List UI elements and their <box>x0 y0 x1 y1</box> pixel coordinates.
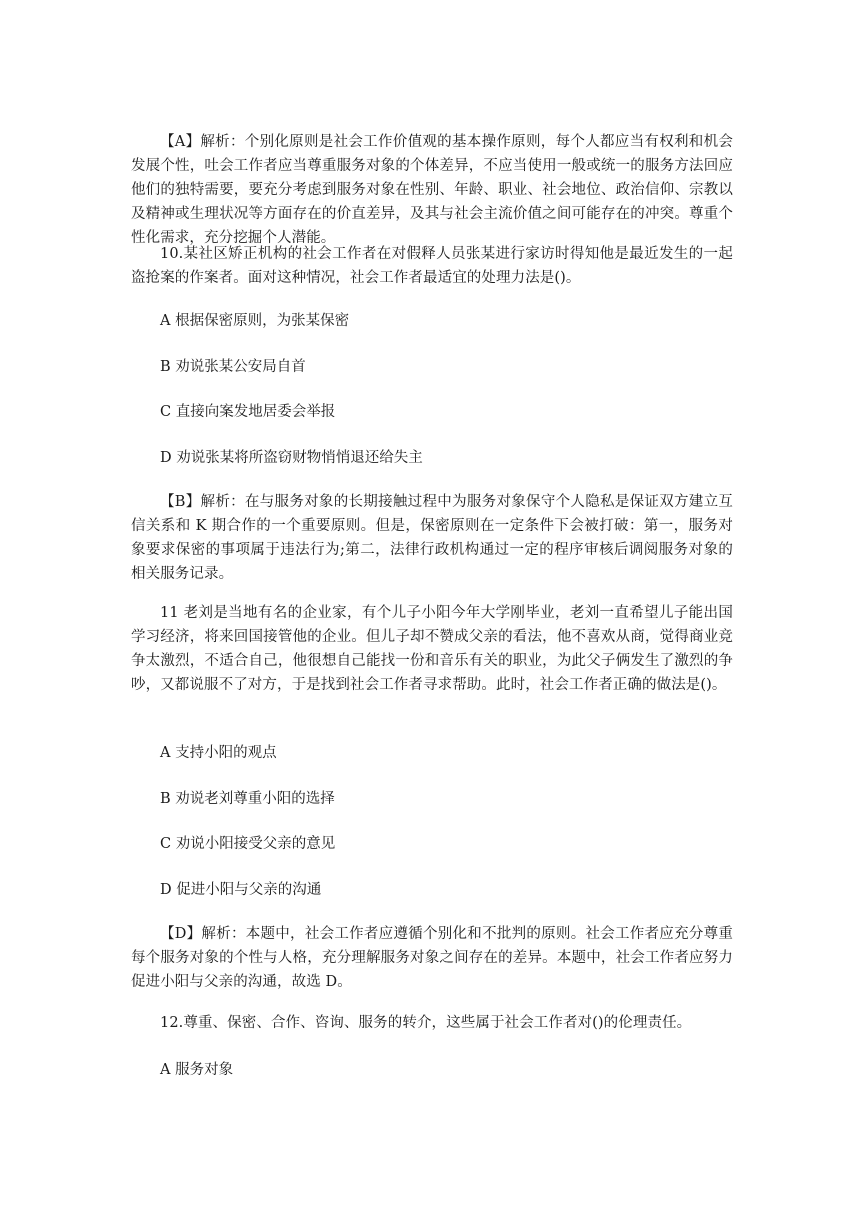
question-11: 11 老刘是当地有名的企业家，有个儿子小阳今年大学刚毕业，老刘一直希望儿子能出国学习经济，将来回国接管他的企业。但儿子却不赞成父亲的看法，他不喜欢从商，觉得商业竞争太激烈，不适合自己，他很想自己能找一份和音乐有关的职业，为此父子俩发生了激烈的争吵，又都说服不了对方，于是找到社会工作者寻求帮助。此时，社会工作者正确的做法是()。 <box>131 605 733 693</box>
question-10-option-c: C 直接向案发地居委会举报 <box>160 404 336 420</box>
analysis-b-paragraph: 【B】解析：在与服务对象的长期接触过程中为服务对象保守个人隐私是保证双方建立互信关系和 K 期合作的一个重要原则。但是，保密原则在一定条件下会被打破：第一，服务对象要求保密的事项属于违法行为;第二，法律行政机构通过一定的程序审核后调阅服务对象的相关服务记录。 <box>131 494 733 582</box>
question-11-option-a: A 支持小阳的观点 <box>160 745 277 761</box>
question-11-option-c: C 劝说小阳接受父亲的意见 <box>160 836 336 852</box>
question-10: 10.某社区矫正机构的社会工作者在对假释人员张某进行家访时得知他是最近发生的一起盗抢案的作案者。面对这种情况，社会工作者最适宜的处理力法是()。 <box>131 246 733 286</box>
question-11-option-d: D 促进小阳与父亲的沟通 <box>160 882 322 898</box>
question-10-option-a: A 根据保密原则，为张某保密 <box>160 313 350 329</box>
question-12: 12.尊重、保密、合作、咨询、服务的转介，这些属于社会工作者对()的伦理责任。 <box>160 1015 692 1031</box>
analysis-d-paragraph: 【D】解析：本题中，社会工作者应遵循个别化和不批判的原则。社会工作者应充分尊重每个服务对象的个性与人格，充分理解服务对象之间存在的差异。本题中，社会工作者应努力促进小阳与父亲的沟通，故选 D。 <box>131 926 733 990</box>
question-12-option-a: A 服务对象 <box>160 1062 234 1078</box>
question-10-option-d: D 劝说张某将所盗窃财物悄悄退还给失主 <box>160 450 423 466</box>
question-11-option-b: B 劝说老刘尊重小阳的选择 <box>160 791 335 807</box>
question-10-option-b: B 劝说张某公安局自首 <box>160 359 306 375</box>
analysis-a-paragraph: 【A】解析：个别化原则是社会工作价值观的基本操作原则，每个人都应当有权利和机会发展个性，吐会工作者应当尊重服务对象的个体差异，不应当使用一般或统一的服务方法回应他们的独特需要，要充分考虑到服务对象在性别、年龄、职业、社会地位、政治信仰、宗教以及精神或生理状况等方面存在的价直差异，及其与社会主流价值之间可能存在的冲突。尊重个性化需求，充分挖掘个人潜能。 <box>131 134 733 246</box>
